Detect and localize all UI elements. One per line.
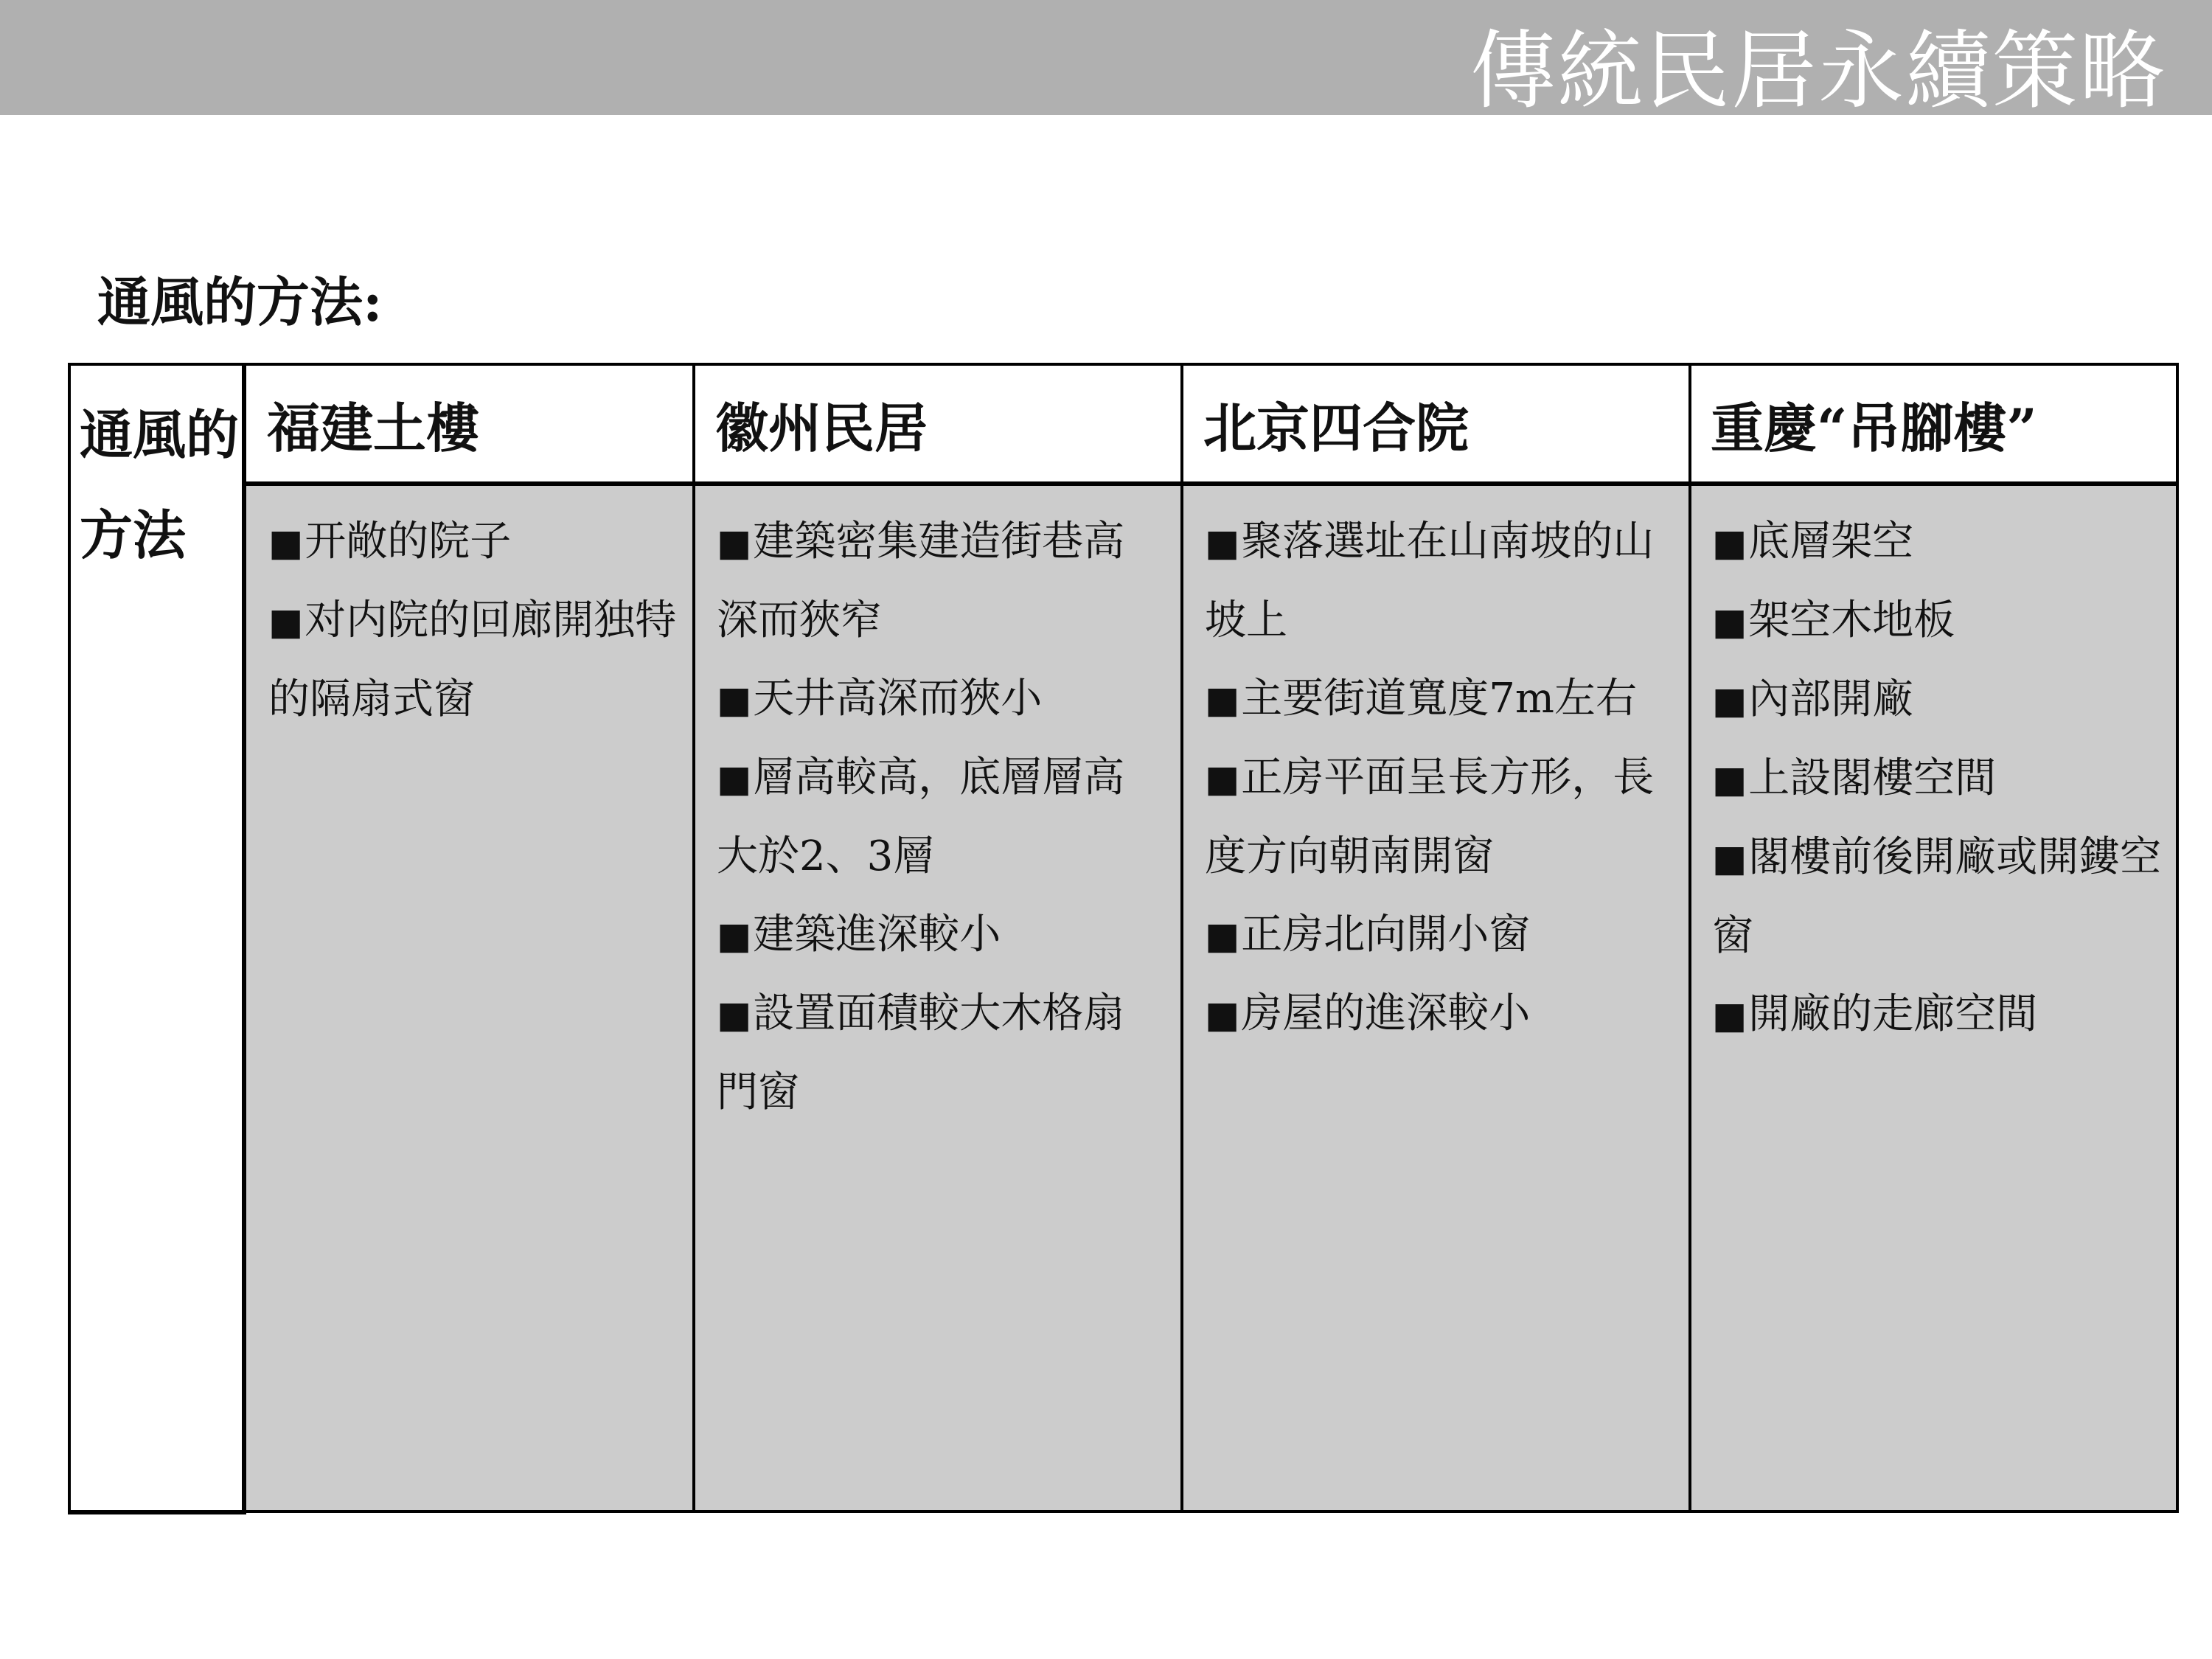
column-header: 徽州民居: [715, 396, 928, 459]
list-item: ■層高較高，底層層高大於2、3層: [717, 754, 1125, 880]
list-item: ■房屋的進深較小: [1205, 990, 1531, 1037]
table-border-left: [68, 363, 71, 1514]
table-divider-3: [1688, 363, 1691, 1513]
list-item: ■閣樓前後開廠或開鏤空窗: [1712, 833, 2162, 960]
bullet-square-icon: ■: [268, 521, 304, 564]
list-item: ■天井高深而狹小: [717, 675, 1043, 723]
table-divider-1: [692, 363, 695, 1513]
table-border-bottom: [245, 1510, 2179, 1513]
column-header: 北京四合院: [1203, 396, 1470, 459]
list-item: ■建築進深較小: [717, 911, 1001, 959]
row-label: 通風的方法: [80, 403, 240, 566]
column-header: 重慶“吊腳樓”: [1711, 396, 2037, 459]
list-item: ■主要街道寬度7m左右: [1205, 675, 1637, 723]
column-body-huizhou: [717, 503, 1130, 1132]
table-divider-label: [242, 363, 246, 1514]
bullet-square-icon: ■: [1205, 521, 1240, 564]
column-body-chongqing: [1712, 503, 2162, 1054]
slide-title: 傳統民居永續策略: [1470, 21, 2166, 121]
list-item: ■建築密集建造街巷高深而狹窄: [717, 518, 1125, 644]
table-border-bottom-left: [68, 1510, 245, 1514]
bullet-square-icon: ■: [1712, 600, 1747, 643]
list-item: ■架空木地板: [1712, 597, 1955, 644]
ventilation-table: [68, 363, 2179, 1513]
table-divider-2: [1180, 363, 1183, 1513]
list-item: ■开敞的院子: [268, 518, 512, 566]
list-item: ■对内院的回廊開独特的隔扇式窗: [268, 597, 677, 723]
list-item: ■開廠的走廊空間: [1712, 990, 2038, 1038]
section-title: 通風的方法:: [97, 271, 383, 333]
bullet-square-icon: ■: [1205, 757, 1240, 800]
list-item: ■上設閣樓空間: [1712, 754, 1997, 802]
bullet-square-icon: ■: [1205, 678, 1240, 721]
list-item: ■底層架空: [1712, 518, 1914, 566]
bullet-square-icon: ■: [1205, 993, 1240, 1036]
bullet-square-icon: ■: [1712, 758, 1747, 801]
list-item: ■設置面積較大木格扇門窗: [717, 990, 1125, 1116]
column-body-beijing: [1205, 503, 1669, 1054]
table-border-right: [2176, 363, 2179, 1513]
column-body-fujian: [268, 503, 681, 739]
list-item: ■聚落選址在山南坡的山坡上: [1205, 518, 1655, 644]
bullet-square-icon: ■: [268, 600, 304, 643]
bullet-square-icon: ■: [1712, 679, 1747, 722]
bullet-square-icon: ■: [1712, 994, 1747, 1037]
bullet-square-icon: ■: [1712, 521, 1747, 564]
bullet-square-icon: ■: [717, 757, 752, 800]
column-header: 福建土樓: [267, 396, 480, 459]
bullet-square-icon: ■: [717, 914, 752, 957]
bullet-square-icon: ■: [1205, 914, 1240, 957]
bullet-square-icon: ■: [717, 678, 752, 721]
list-item: ■內部開廠: [1712, 675, 1914, 723]
bullet-square-icon: ■: [717, 993, 752, 1036]
bullet-square-icon: ■: [717, 521, 752, 564]
bullet-square-icon: ■: [1712, 837, 1747, 880]
list-item: ■正房北向開小窗: [1205, 911, 1531, 959]
list-item: ■正房平面呈長方形，長度方向朝南開窗: [1205, 754, 1655, 880]
